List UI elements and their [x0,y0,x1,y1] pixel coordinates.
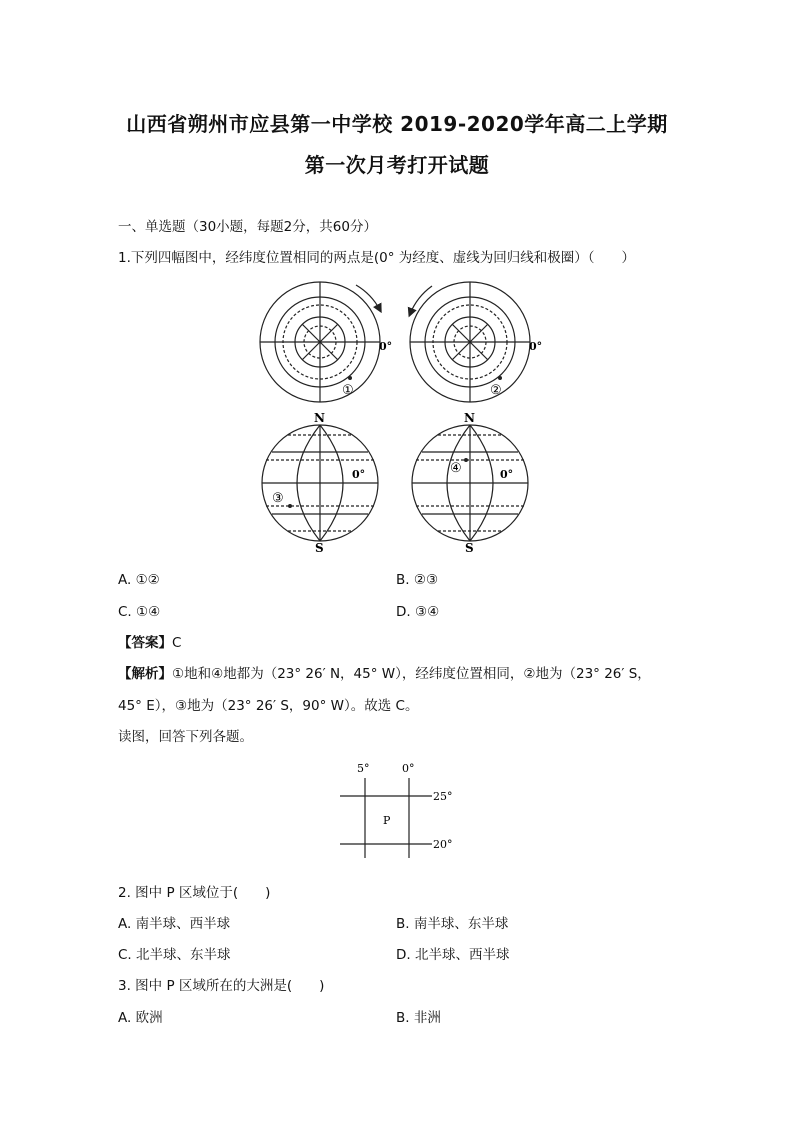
polar-view-1 [260,282,380,402]
zero-label-2: 0° [529,340,543,353]
answer-value: C [172,635,182,651]
marker-dot-1 [348,376,352,380]
q1-option-d: D. ③④ [396,604,440,620]
south-label-4: S [465,541,474,552]
q2-option-d: D. 北半球、西半球 [396,947,510,963]
globe-view-3 [262,425,378,541]
marker-dot-2 [498,376,502,380]
grid-figure [336,758,476,858]
q2-option-b: B. 南半球、东半球 [396,916,509,932]
title-line-2: 第一次月考打开试题 [304,153,490,177]
north-label-3: N [314,411,325,425]
q3-option-a: A. 欧洲 [118,1010,163,1026]
q2-stem: 2. 图中 P 区域位于( ) [118,885,271,901]
lon-right-label: 0° [402,762,415,775]
title-line-1: 山西省朔州市应县第一中学校 2019-2020学年高二上学期 [126,112,668,136]
marker-dot-3 [288,504,292,508]
q1-answer [118,633,181,653]
globe-view-4 [412,425,528,541]
q2-option-a: A. 南半球、西半球 [118,916,231,932]
zero-label-3: 0° [352,468,366,481]
zero-label-4: 0° [500,468,514,481]
lon-left-label: 5° [357,762,370,775]
marker-label-4: ④ [450,461,462,476]
q3-option-b: B. 非洲 [396,1010,441,1026]
section-heading: 一、单选题（30小题，每题2分，共60分） [118,219,377,235]
q3-stem: 3. 图中 P 区域所在的大洲是( ) [118,978,325,994]
polar-view-2 [410,282,530,402]
zero-label-1: 0° [379,340,393,353]
lat-bottom-label: 20° [433,838,453,851]
q1-option-c: C. ①④ [118,604,161,620]
marker-dot-4 [464,458,468,462]
region-label: P [383,814,391,827]
q1-analysis-line-1 [118,664,651,684]
marker-label-2: ② [490,383,502,398]
q1-figure [252,280,552,552]
intro-text: 读图，回答下列各题。 [118,729,253,745]
marker-label-3: ③ [272,491,284,506]
q1-stem: 1.下列四幅图中，经纬度位置相同的两点是(0° 为经度、虚线为回归线和极圈）（ ） [118,250,636,266]
answer-label: 【答案】 [118,635,172,651]
q1-option-a: A. ①② [118,572,160,588]
marker-label-1: ① [342,383,354,398]
q2-option-c: C. 北半球、东半球 [118,947,231,963]
analysis-label: 【解析】 [118,666,172,682]
south-label-3: S [315,541,324,552]
q1-option-b: B. ②③ [396,572,439,588]
lat-top-label: 25° [433,790,453,803]
q1-analysis-line-2: 45° E），③地为（23° 26′ S，90° W）。故选 C。 [118,698,419,714]
analysis-text-1: ①地和④地都为（23° 26′ N，45° W），经纬度位置相同，②地为（23° 26′ S， [172,666,651,682]
north-label-4: N [464,411,475,425]
